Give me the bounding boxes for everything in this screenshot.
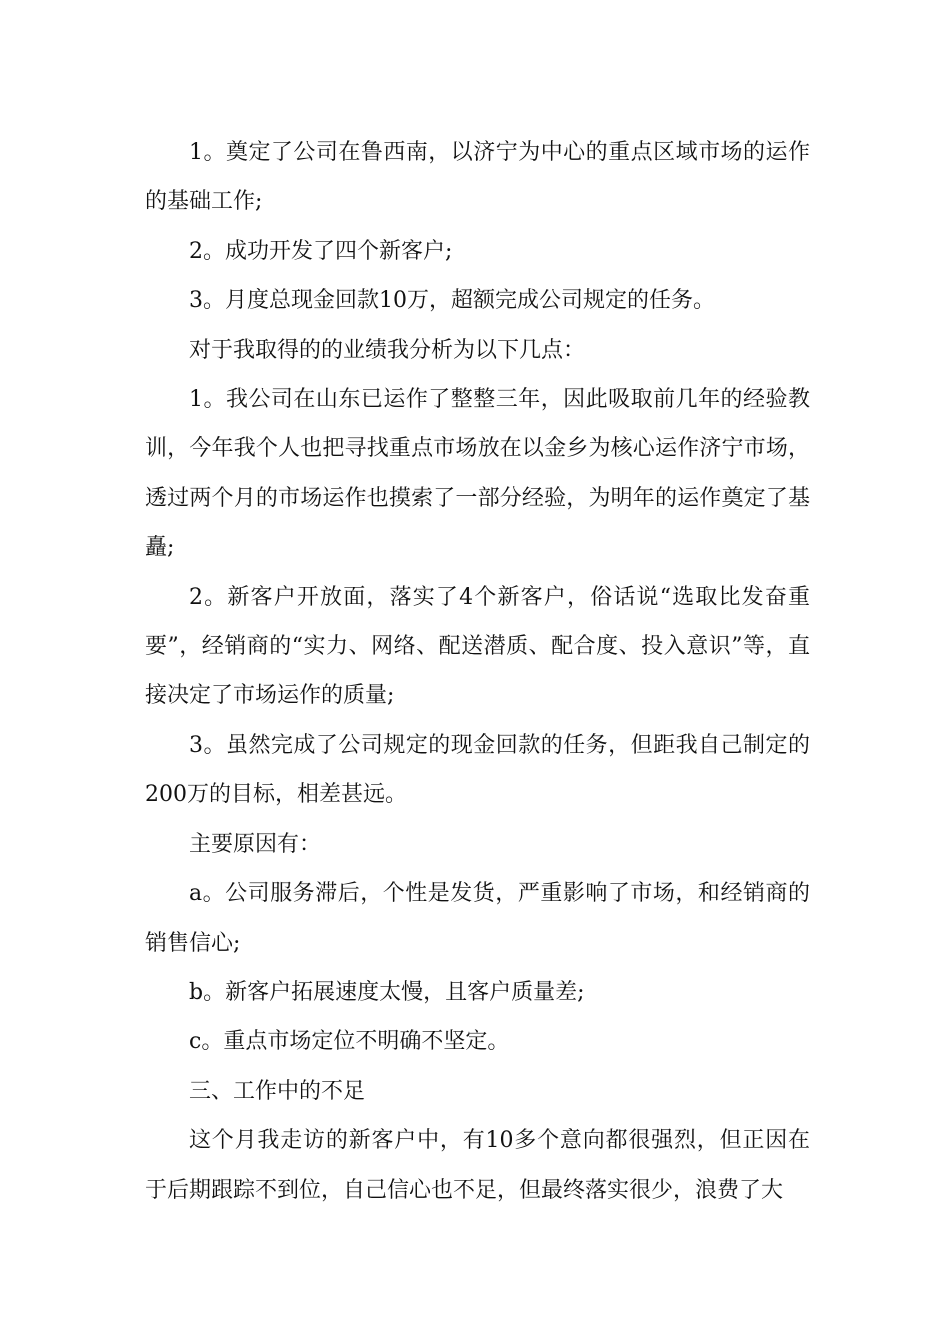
- paragraph-achievement-1: 1。奠定了公司在鲁西南，以济宁为中心的重点区域市场的运作的基础工作;: [145, 140, 810, 215]
- paragraph-reason-b: b。新客户拓展速度太慢，且客户质量差;: [189, 979, 585, 1005]
- paragraph-achievement-2: 2。成功开发了四个新客户;: [189, 238, 453, 264]
- paragraph-reasons-heading: 主要原因有：: [189, 831, 322, 857]
- section-heading-shortcomings: 三、工作中的不足: [189, 1078, 366, 1104]
- paragraph-reason-c: c。重点市场定位不明确不坚定。: [189, 1029, 510, 1055]
- paragraph-analysis-2: 2。新客户开放面，落实了4个新客户，俗话说“选取比发奋重要”，经销商的“实力、网络、配送潜质、配合度、投入意识”等，直接决定了市场运作的质量;: [145, 584, 810, 709]
- paragraph-achievement-3: 3。月度总现金回款10万，超额完成公司规定的任务。: [189, 288, 715, 314]
- paragraph-analysis-1: 1。我公司在山东已运作了整整三年，因此吸取前几年的经验教训，今年我个人也把寻找重点市场放在以金乡为核心运作济宁市场，透过两个月的市场运作也摸索了一部分经验，为明年的运作奠定了基矗;: [145, 387, 810, 561]
- paragraph-shortcomings: 这个月我走访的新客户中，有10多个意向都很强烈，但正因在于后期跟踪不到位，自己信心也不足，但最终落实很少，浪费了大: [145, 1128, 810, 1203]
- paragraph-reason-a: a。公司服务滞后，个性是发货，严重影响了市场，和经销商的销售信心;: [145, 881, 810, 956]
- paragraph-analysis-intro: 对于我取得的的业绩我分析为以下几点：: [189, 337, 586, 363]
- document-body: [145, 128, 810, 1215]
- paragraph-analysis-3: 3。虽然完成了公司规定的现金回款的任务，但距我自己制定的200万的目标，相差甚远。: [145, 732, 810, 808]
